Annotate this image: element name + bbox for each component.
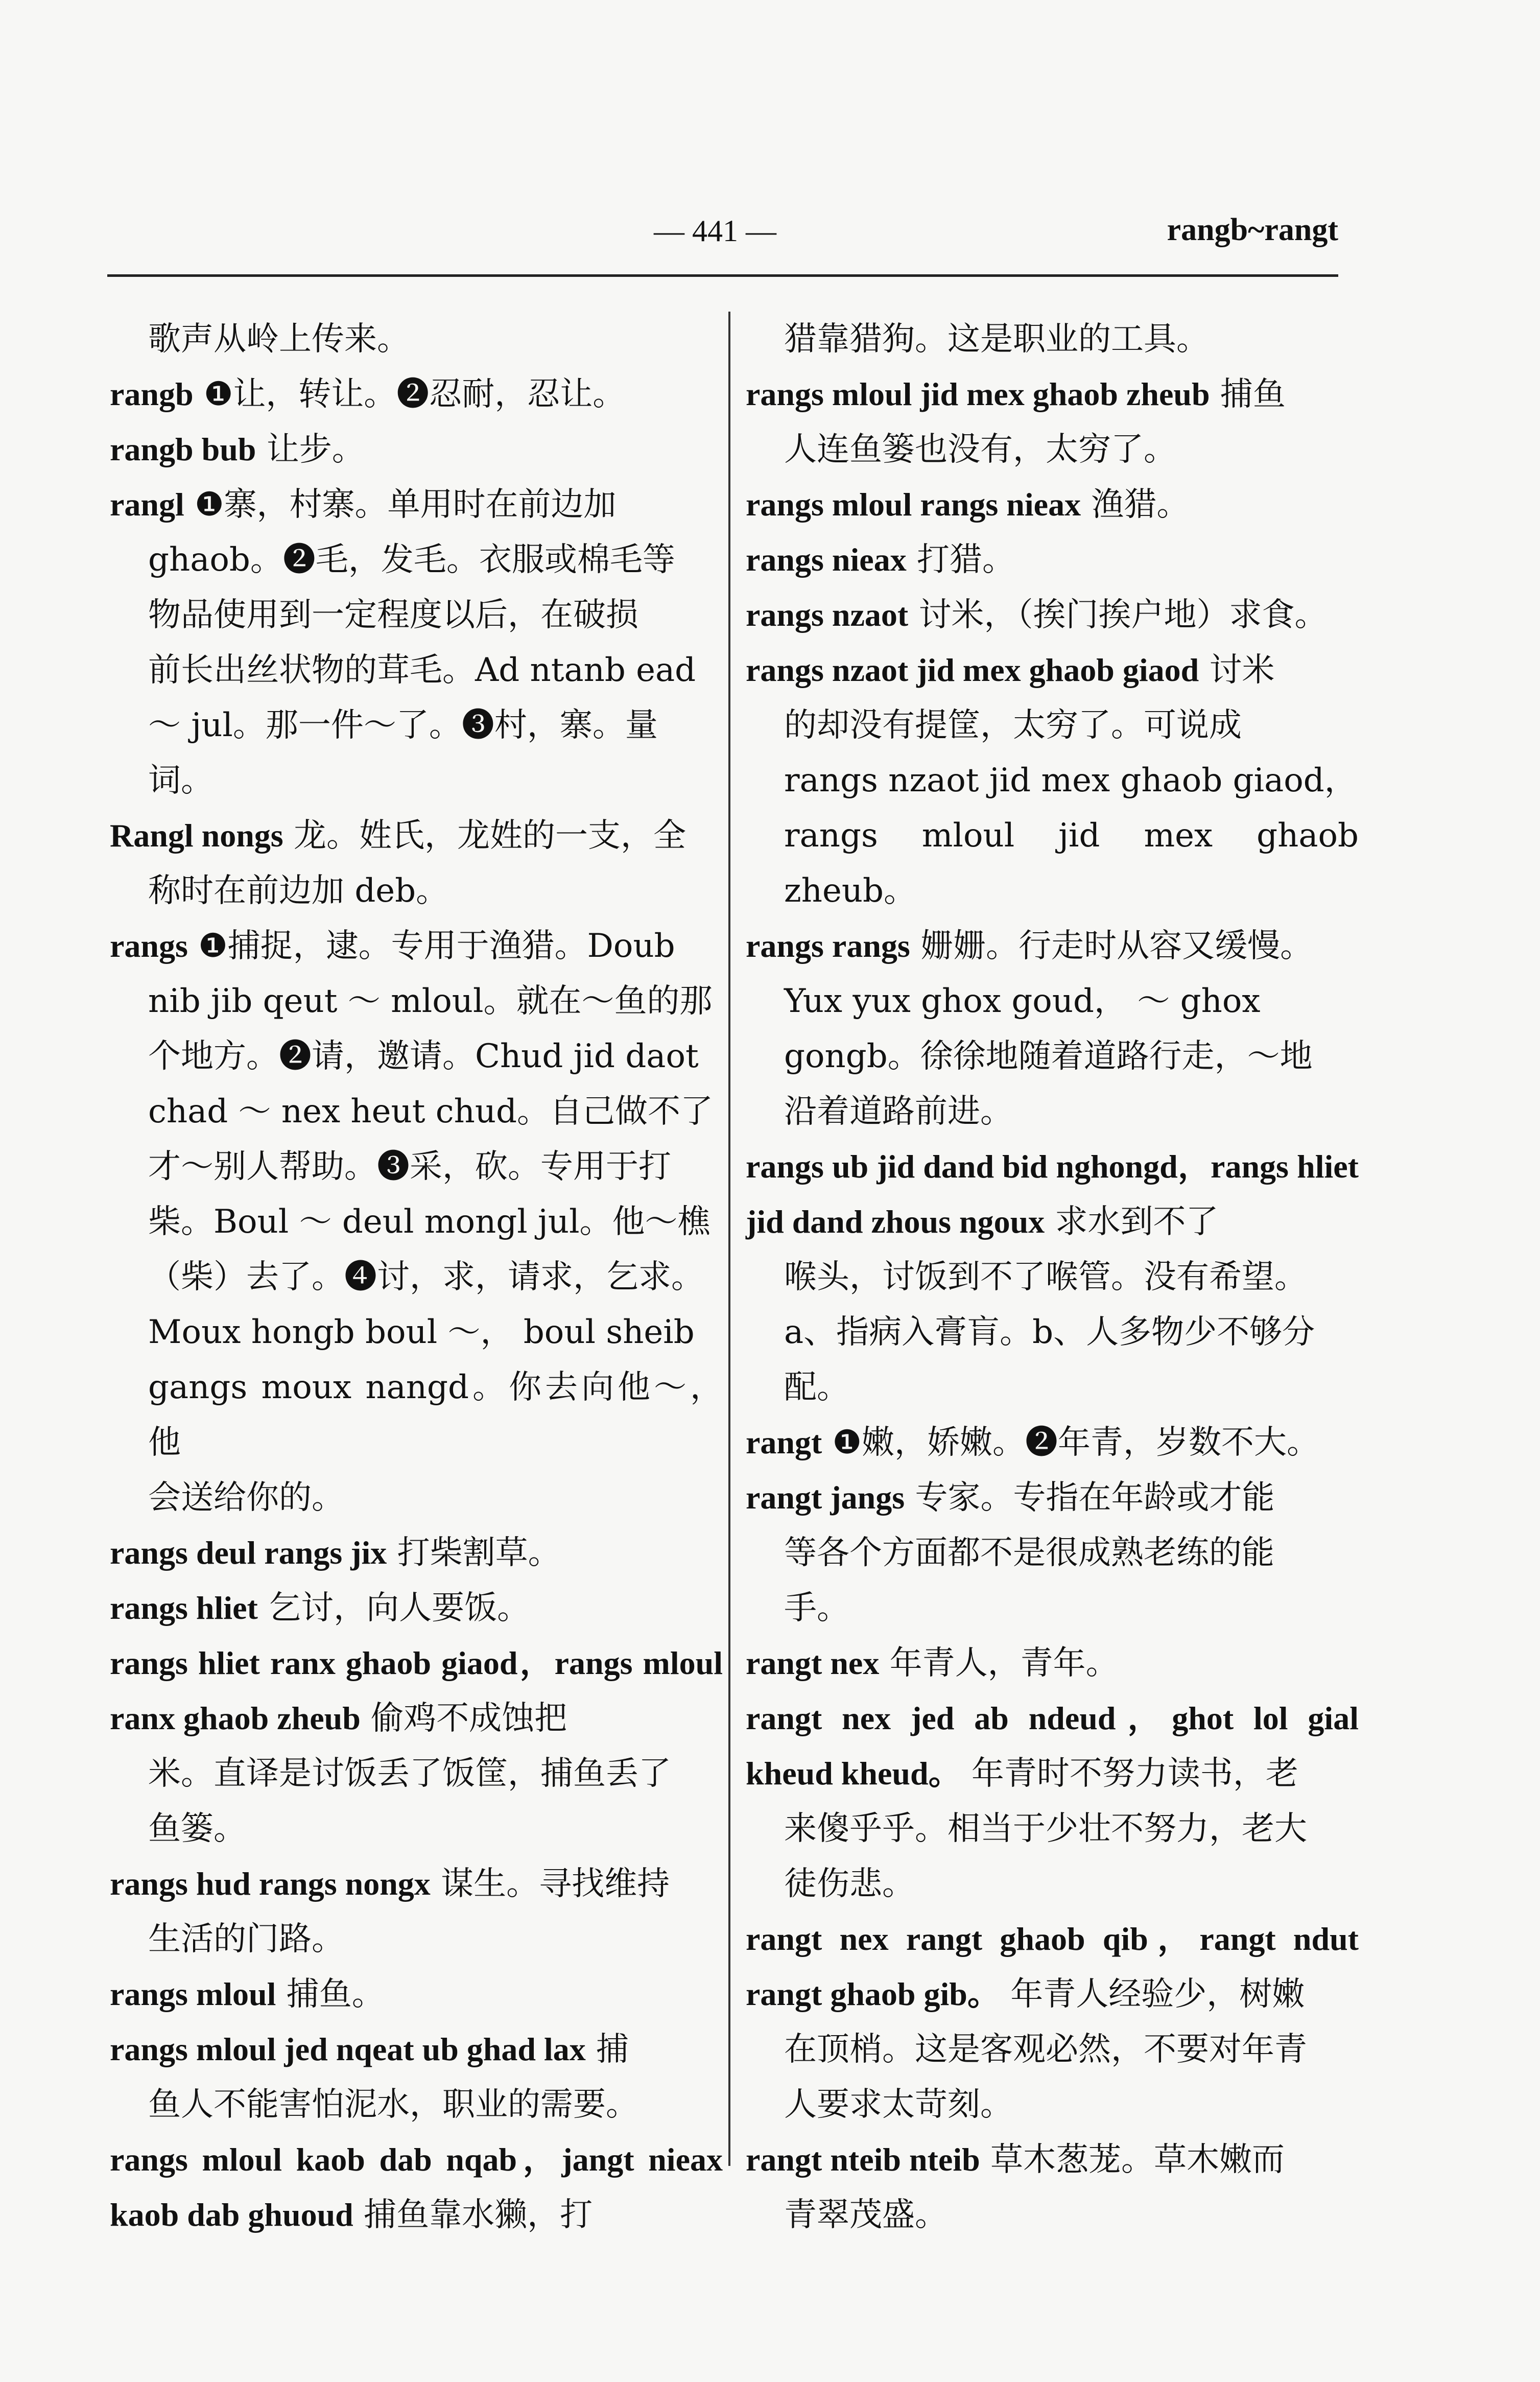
dictionary-entry: [110, 1525, 723, 1581]
page-number: — 441 —: [654, 214, 776, 248]
entry-headword: rangs deul rangs jix: [110, 1535, 387, 1571]
entry-definition-line: 打柴割草。: [397, 1534, 561, 1572]
entry-definition-line: 求水到不了: [1055, 1203, 1219, 1241]
column-divider: [728, 312, 730, 2166]
entry-definition-line: 乞讨，向人要饭。: [268, 1589, 530, 1627]
entry-definition-line: 捕: [596, 2031, 629, 2068]
dictionary-entry: [110, 1967, 723, 2022]
entry-headword: rangs rangs: [746, 928, 910, 964]
entry-definition-line: nib jib qeut ～ mloul。就在～鱼的那: [148, 982, 713, 1020]
dictionary-entry: [110, 2132, 723, 2243]
dictionary-entry: [746, 1470, 1359, 1636]
left-column: [110, 312, 723, 2243]
entry-definition-line: 手。: [784, 1589, 849, 1627]
entry-definition-line: 词。: [148, 762, 214, 799]
entry-definition-line: 柴。Boul ～ deul mongl jul。他～樵: [148, 1203, 710, 1241]
dictionary-entry: [110, 312, 723, 367]
header-rule: [107, 274, 1338, 277]
entry-definition-line: 喉头，讨饭到不了喉管。没有希望。: [784, 1258, 1307, 1296]
entry-definition-line: ❶寨，村寨。单用时在前边加: [195, 486, 617, 524]
entry-headword: rangs: [110, 928, 188, 964]
entry-definition-line: 捕鱼。: [286, 1975, 385, 2013]
entry-headword: rangt nex: [746, 1645, 880, 1681]
entry-definition-line: 在顶梢。这是客观必然，不要对年青: [784, 2031, 1307, 2068]
dictionary-entry: [746, 643, 1359, 918]
dictionary-entry: [110, 422, 723, 477]
dictionary-entry: [110, 477, 723, 808]
entry-definition-line: ❶嫩，娇嫩。❷年青，岁数不大。: [832, 1424, 1320, 1461]
entry-definition-line: ❶让，转让。❷忍耐，忍让。: [203, 375, 626, 413]
dictionary-entry: [746, 1691, 1359, 1912]
entry-headword: rangs ub jid dand bid nghongd，rangs hliet jid dand zhous ngoux: [746, 1148, 1359, 1240]
dictionary-entry: [110, 1856, 723, 1967]
entry-headword: rangs nieax: [746, 541, 907, 578]
entry-definition-line: 渔猎。: [1091, 486, 1190, 524]
entry-definition-line: 才～别人帮助。❸采，砍。专用于打: [148, 1148, 671, 1186]
entry-definition-line: 物品使用到一定程度以后，在破损: [148, 596, 638, 634]
dictionary-entry: [746, 312, 1359, 367]
entry-definition-line: 猎靠猎狗。这是职业的工具。: [784, 320, 1209, 358]
entry-definition-line: 米。直译是讨饭丢了饭筐，捕鱼丢了: [148, 1755, 671, 1793]
entry-definition-line: 配。: [784, 1369, 849, 1406]
entry-definition-line: 谋生。寻找维持: [441, 1865, 670, 1903]
entry-definition-line: 前长出丝状物的茸毛。Ad ntanb ead: [148, 651, 696, 689]
entry-headword: rangs mloul jid mex ghaob zheub: [746, 376, 1210, 412]
entry-headword: Rangl nongs: [110, 817, 283, 854]
entry-definition-line: 来傻乎乎。相当于少壮不努力，老大: [784, 1810, 1307, 1848]
entry-definition-line: ghaob。❷毛，发毛。衣服或棉毛等: [148, 541, 675, 579]
entry-headword: rangs mloul: [110, 1976, 276, 2012]
entry-definition-line: （柴）去了。❹讨，求，请求，乞求。: [148, 1258, 704, 1296]
entry-headword: rangs nzaot: [746, 597, 909, 633]
dictionary-entry: [746, 1636, 1359, 1691]
entry-headword: rangs mloul kaob dab nqab，jangt nieax kaob dab ghuoud: [110, 2141, 723, 2233]
right-column: [746, 312, 1359, 2243]
entry-headword: rangs hliet: [110, 1590, 258, 1626]
entry-headword: rangs nzaot jid mex ghaob giaod: [746, 652, 1199, 688]
entry-headword: rangl: [110, 486, 184, 523]
entry-definition-line: 徒伤悲。: [784, 1865, 915, 1903]
entry-definition-line: 人连鱼篓也没有，太穷了。: [784, 431, 1176, 468]
entry-headword: rangt nex jed ab ndeud，ghot lol gial kheud kheud。: [746, 1700, 1359, 1791]
entry-definition-line: 讨米: [1209, 651, 1275, 689]
entry-definition-line: rangs nzaot jid mex ghaob giaod，: [784, 762, 1357, 799]
entry-headword: rangs hliet ranx ghaob giaod，rangs mloul ranx ghaob zheub: [110, 1645, 723, 1736]
dictionary-entry: [746, 918, 1359, 1139]
dictionary-entry: [746, 1415, 1359, 1470]
entry-definition-line: 等各个方面都不是很成熟老练的能: [784, 1534, 1274, 1572]
entry-definition-line: ❶捕捉，逮。专用于渔猎。Doub: [198, 927, 675, 965]
entry-definition-line: 偷鸡不成蚀把: [371, 1700, 567, 1737]
dictionary-entry: [746, 587, 1359, 643]
dictionary-entry: [110, 367, 723, 422]
entry-definition-line: 歌声从岭上传来。: [148, 320, 410, 358]
entry-definition-line: gangs moux nangd。你去向他～，他: [148, 1369, 723, 1461]
dictionary-entry: [746, 477, 1359, 532]
entry-definition-line: 打猎。: [917, 541, 1015, 579]
entry-definition-line: 年青人经验少，树嫩: [1010, 1975, 1305, 2013]
dictionary-entry: [110, 2022, 723, 2132]
entry-definition-line: 年青时不努力读书，老: [971, 1755, 1298, 1793]
entry-definition-line: 草木葱茏。草木嫩而: [990, 2141, 1285, 2179]
dictionary-entry: [746, 1912, 1359, 2132]
entry-headword: rangb: [110, 376, 194, 412]
entry-definition-line: 生活的门路。: [148, 1920, 344, 1958]
entry-definition-line: Yux yux ghox goud， ～ ghox: [784, 982, 1261, 1020]
dictionary-entry: [746, 2132, 1359, 2243]
entry-definition-line: 称时在前边加 deb。: [148, 872, 449, 910]
entry-headword: rangs mloul jed nqeat ub ghad lax: [110, 2031, 586, 2067]
entry-definition-line: 人要求太苛刻。: [784, 2086, 1013, 2124]
entry-definition-line: 沿着道路前进。: [784, 1093, 1013, 1130]
entry-headword: rangt nex rangt ghaob qib，rangt ndut rangt ghaob gib。: [746, 1921, 1359, 2012]
dictionary-entry: [110, 918, 723, 1525]
entry-headword: rangs hud rangs nongx: [110, 1866, 431, 1902]
entry-definition-line: 年青人，青年。: [889, 1644, 1119, 1682]
entry-definition-line: Moux hongb boul ～， boul sheib: [148, 1313, 695, 1351]
entry-definition-line: 让步。: [266, 431, 365, 468]
entry-definition-line: 青翠茂盛。: [784, 2196, 947, 2234]
dictionary-entry: [746, 367, 1359, 477]
dictionary-entry: [110, 808, 723, 918]
entry-headword: rangs mloul rangs nieax: [746, 486, 1081, 523]
entry-definition-line: 的却没有提筐，太穷了。可说成: [784, 706, 1242, 744]
entry-definition-line: 专家。专指在年龄或才能: [915, 1479, 1275, 1517]
entry-definition-line: gongb。徐徐地随着道路行走，～地: [784, 1037, 1313, 1075]
dictionary-entry: [110, 1636, 723, 1856]
entry-definition-line: 姗姗。行走时从容又缓慢。: [920, 927, 1313, 965]
entry-definition-line: 会送给你的。: [148, 1479, 344, 1517]
entry-headword: rangt jangs: [746, 1479, 905, 1516]
entry-definition-line: 捕鱼靠水獭，打: [364, 2196, 593, 2234]
entry-definition-line: 鱼人不能害怕泥水，职业的需要。: [148, 2086, 638, 2124]
entry-headword: rangb bub: [110, 431, 256, 467]
dictionary-entry: [110, 1581, 723, 1636]
entry-definition-line: 鱼篓。: [148, 1810, 246, 1848]
entry-definition-line: 龙。姓氏，龙姓的一支，全: [294, 817, 686, 855]
entry-definition-line: rangs mloul jid mex ghaob zheub。: [784, 817, 1359, 910]
entry-definition-line: 讨米，（挨门挨户地）求食。: [918, 596, 1328, 634]
entry-headword: rangt nteib nteib: [746, 2141, 980, 2178]
entry-headword: rangt: [746, 1424, 822, 1460]
running-head: rangb~rangt: [1167, 213, 1338, 247]
entry-definition-line: ～ jul。那一件～了。❸村，寨。量: [148, 706, 658, 744]
entry-definition-line: a、指病入膏肓。b、人多物少不够分: [784, 1313, 1315, 1351]
entry-definition-line: 个地方。❷请，邀请。Chud jid daot: [148, 1037, 699, 1075]
entry-definition-line: 捕鱼: [1220, 375, 1286, 413]
entry-definition-line: chad ～ nex heut chud。自己做不了: [148, 1093, 714, 1130]
dictionary-entry: [746, 532, 1359, 587]
dictionary-entry: [746, 1139, 1359, 1415]
